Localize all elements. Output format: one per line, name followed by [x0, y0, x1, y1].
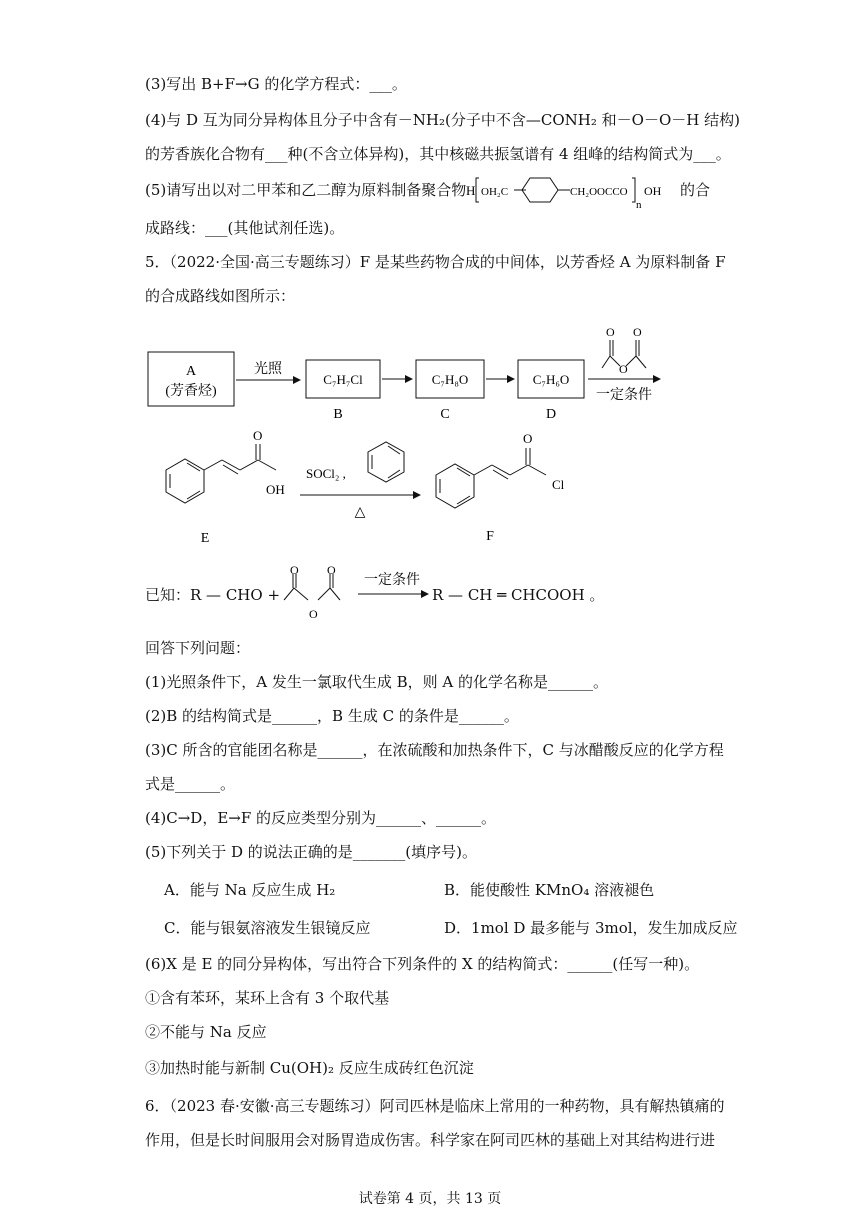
label-b: B	[333, 407, 343, 422]
option-c: C．能与银氨溶液发生银镜反应	[164, 919, 371, 937]
polymer-h: H	[466, 183, 476, 198]
polymer-left-group: OH₂C	[481, 186, 509, 198]
option-b: B．能使酸性 KMnO₄ 溶液褪色	[444, 881, 655, 899]
polymer-structure	[466, 168, 678, 212]
compound-e-structure	[166, 444, 276, 503]
box-d-formula: C₇H₆O	[532, 372, 570, 387]
compound-f-structure	[436, 448, 546, 508]
q5-sub1: (1)光照条件下，A 发生一氯取代生成 B，则 A 的化学名称是______。	[145, 673, 609, 691]
heat-symbol: △	[354, 505, 366, 520]
answer-intro: 回答下列问题：	[145, 639, 251, 657]
box-b-formula: C₇H₇Cl	[323, 372, 363, 387]
f-chlorine: Cl	[552, 477, 565, 492]
option-d: D．1mol D 最多能与 3mol，发生加成反应	[444, 919, 738, 937]
condition-3: ③加热时能与新制 Cu(OH)₂ 反应生成砖红色沉淀	[145, 1059, 474, 1077]
q5-sub4: (4)C→D，E→F 的反应类型分别为______、______。	[145, 809, 497, 827]
q4-sub5-suffix: 的合	[680, 181, 711, 199]
synthesis-scheme	[140, 320, 680, 550]
q4-sub5-line1	[145, 180, 466, 200]
condition-2: ②不能与 Na 反应	[145, 1023, 267, 1041]
option-a: A．能与 Na 反应生成 H₂	[164, 881, 336, 899]
label-c: C	[440, 407, 450, 422]
known-anhydride	[278, 566, 352, 626]
q6-line1: 6．（2023 春·安徽·高三专题练习）阿司匹林是临床上常用的一种药物，具有解热镇痛的	[145, 1097, 725, 1115]
label-e: E	[200, 531, 210, 546]
box-a-sub: (芳香烃)	[165, 384, 217, 399]
q4-sub4-line2: 的芳香族化合物有___种(不含立体异构)，其中核磁共振氢谱有 4 组峰的结构简式为___。	[145, 145, 731, 163]
polymer-tail: OH	[644, 184, 662, 198]
known-o1: O	[290, 566, 299, 577]
anh-o1: O	[606, 325, 615, 339]
known-o2: O	[327, 566, 336, 577]
known-condition: 一定条件	[364, 573, 420, 588]
q5-sub5: (5)下列关于 D 的说法正确的是_______(填序号)。	[145, 843, 478, 861]
e-hydroxyl: OH	[266, 482, 285, 497]
q4-sub3: (3)写出 B+F→G 的化学方程式：___。	[145, 75, 407, 93]
reagent-socl2: SOCl₂ ,	[306, 466, 346, 481]
box-a-label: A	[185, 364, 197, 379]
condition-1: ①含有苯环，某环上含有 3 个取代基	[145, 989, 390, 1007]
q4-sub5-text: (5)请写出以对二甲苯和乙二醇为原料制备聚合物	[145, 181, 467, 199]
known-product: R — CH ═ CHCOOH 。	[432, 586, 605, 604]
box-c-formula: C₇H₈O	[431, 372, 469, 387]
known-arrow	[356, 568, 432, 604]
label-f: F	[486, 529, 494, 544]
q5-sub6: (6)X 是 E 的同分异构体，写出符合下列条件的 X 的结构简式：______(任写一种)。	[145, 955, 700, 973]
known-o3: O	[309, 607, 318, 621]
arrow-light-label: 光照	[254, 362, 282, 377]
page-footer: 试卷第 4 页，共 13 页	[358, 1191, 502, 1207]
q5-sub3-line1: (3)C 所含的官能团名称是______，在浓硫酸和加热条件下，C 与冰醋酸反应的化学方程	[145, 741, 724, 759]
q5-intro-line2: 的合成路线如图所示：	[145, 287, 296, 305]
q4-sub4-line1: (4)与 D 互为同分异构体且分子中含有－NH₂(分子中不含—CONH₂ 和－O－O－H 结构)	[145, 111, 740, 129]
anh-o2: O	[633, 325, 642, 339]
q5-intro-line1: 5．（2022·全国·高三专题练习）F 是某些药物合成的中间体，以芳香烃 A 为原料制备 F	[145, 253, 726, 271]
anh-o3: O	[619, 362, 628, 376]
polymer-right-group: CH₂OOCCO	[570, 186, 628, 198]
polymer-n: n	[636, 199, 642, 211]
f-carbonyl-o: O	[523, 431, 533, 446]
q5-sub2: (2)B 的结构简式是______，B 生成 C 的条件是______。	[145, 707, 519, 725]
e-carbonyl-o: O	[253, 428, 263, 443]
arrow-condition: 一定条件	[596, 388, 652, 403]
benzene-reagent	[368, 442, 404, 482]
q4-sub5-line2: 成路线：___(其他试剂任选)。	[145, 219, 345, 237]
known-prefix: 已知：R — CHO +	[145, 586, 281, 604]
label-d: D	[545, 407, 557, 422]
q5-sub3-line2: 式是______。	[145, 775, 236, 793]
q6-line2: 作用，但是长时间服用会对肠胃造成伤害。科学家在阿司匹林的基础上对其结构进行进	[145, 1131, 716, 1149]
